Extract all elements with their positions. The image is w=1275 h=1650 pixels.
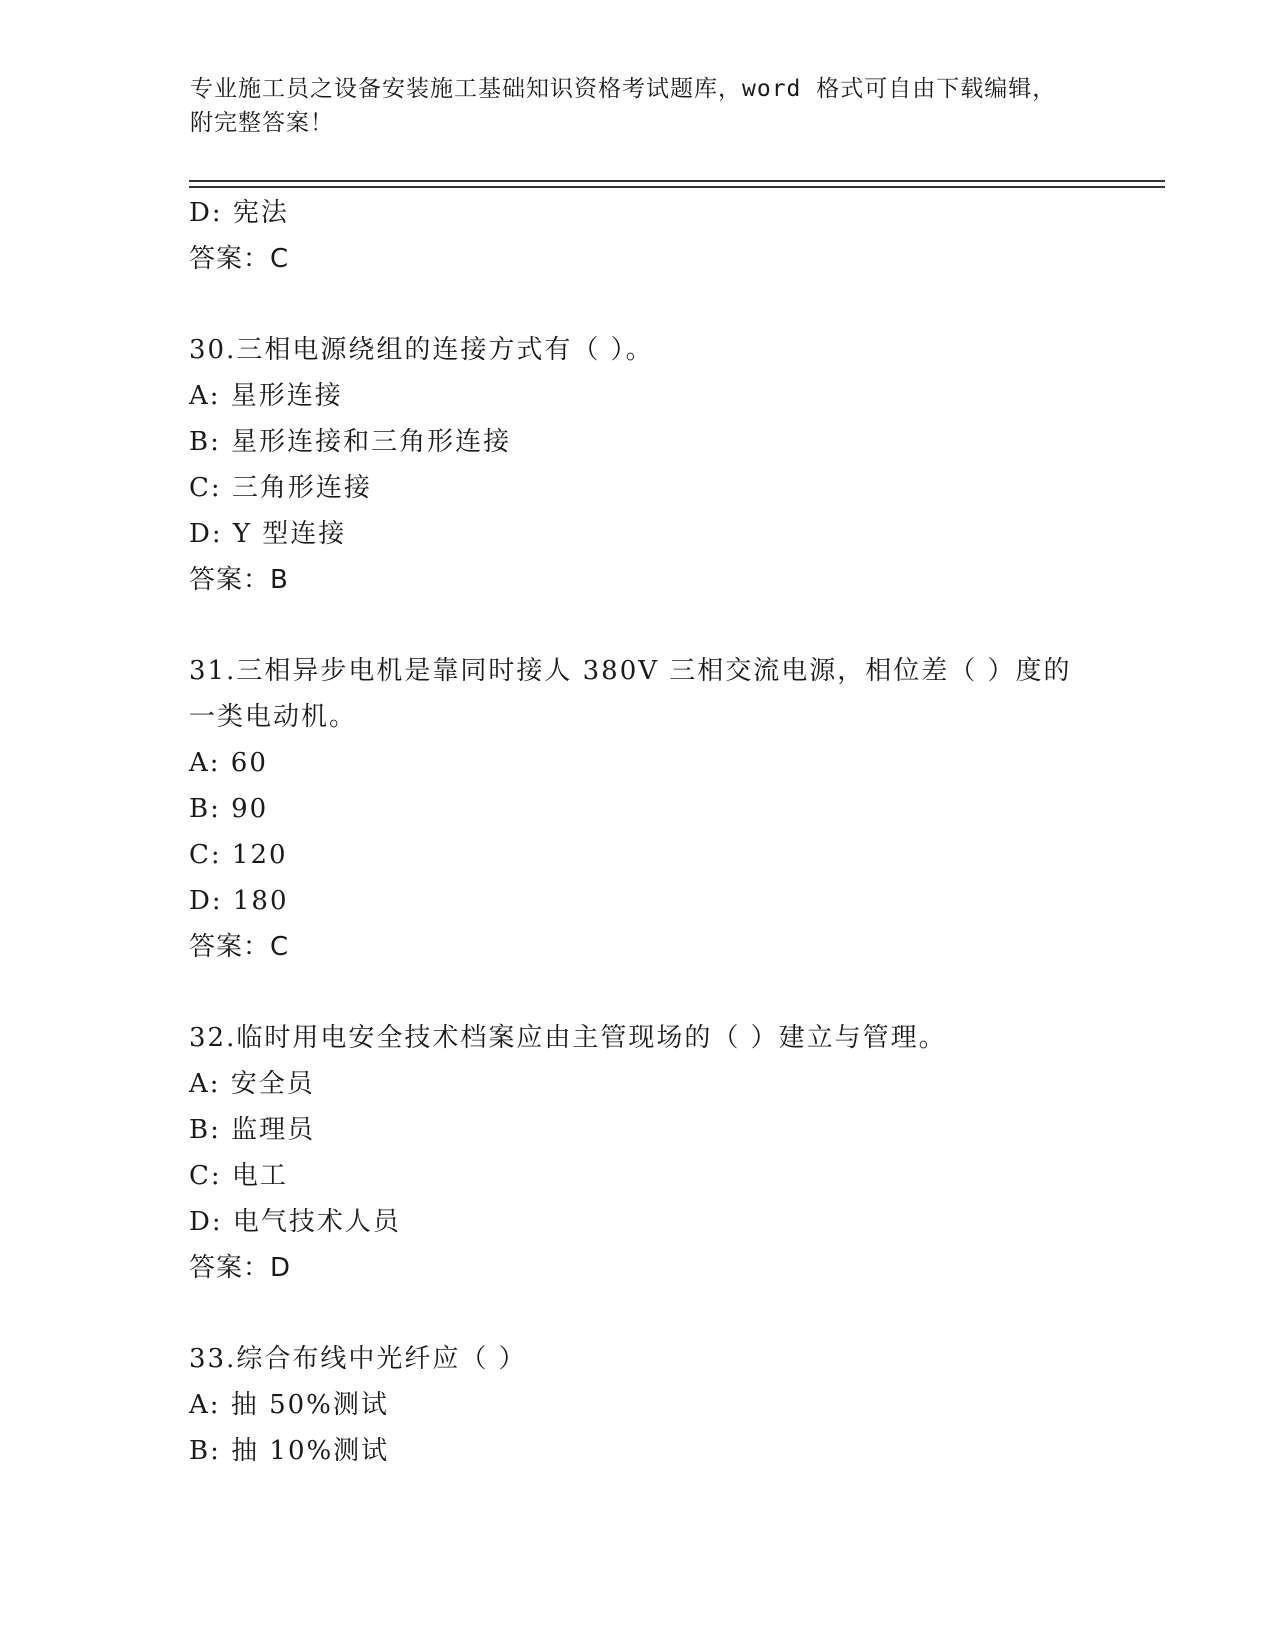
option-b: B: 90 <box>189 794 269 824</box>
option-b: B: 星形连接和三角形连接 <box>189 427 512 457</box>
question-30 <box>189 327 1149 603</box>
header-line-1: 专业施工员之设备安装施工基础知识资格考试题库，word 格式可自由下载编辑， <box>190 76 1057 102</box>
answer-line: 答案：D <box>189 1253 292 1283</box>
option-d: D: Y 型连接 <box>189 519 347 549</box>
header-line-2: 附完整答案！ <box>190 110 334 136</box>
option-a: A: 抽 50%测试 <box>189 1390 389 1420</box>
option-c: C: 电工 <box>189 1161 288 1191</box>
header-rule-top <box>189 180 1165 182</box>
option-a: A: 安全员 <box>189 1069 315 1099</box>
option-c: C: 120 <box>189 840 288 870</box>
option-b: B: 抽 10%测试 <box>189 1436 390 1466</box>
option-d: D: 电气技术人员 <box>189 1207 401 1237</box>
question-33 <box>189 1336 1149 1474</box>
question-stem: 33.综合布线中光纤应（ ） <box>189 1344 527 1374</box>
option-c: C: 三角形连接 <box>189 473 372 503</box>
question-list <box>189 190 1149 1474</box>
option-a: A: 星形连接 <box>189 381 343 411</box>
header-rule-bottom <box>189 186 1165 188</box>
option-d: D: 180 <box>189 886 289 916</box>
question-stem-line-2: 一类电动机。 <box>189 702 358 732</box>
question-31 <box>189 648 1149 970</box>
option-b: B: 监理员 <box>189 1115 316 1145</box>
option-d: D: 宪法 <box>189 198 289 228</box>
question-32 <box>189 1015 1149 1291</box>
answer-line: 答案：C <box>189 932 290 962</box>
answer-line: 答案：C <box>189 244 290 274</box>
answer-line: 答案：B <box>189 565 289 595</box>
document-header <box>190 72 1090 140</box>
question-stem-line-1: 31.三相异步电机是靠同时接人 380V 三相交流电源，相位差（ ）度的 <box>189 656 1072 686</box>
question-stem: 30.三相电源绕组的连接方式有（ ）。 <box>189 335 654 365</box>
question-stem: 32.临时用电安全技术档案应由主管现场的（ ）建立与管理。 <box>189 1023 947 1053</box>
option-a: A: 60 <box>189 748 268 778</box>
